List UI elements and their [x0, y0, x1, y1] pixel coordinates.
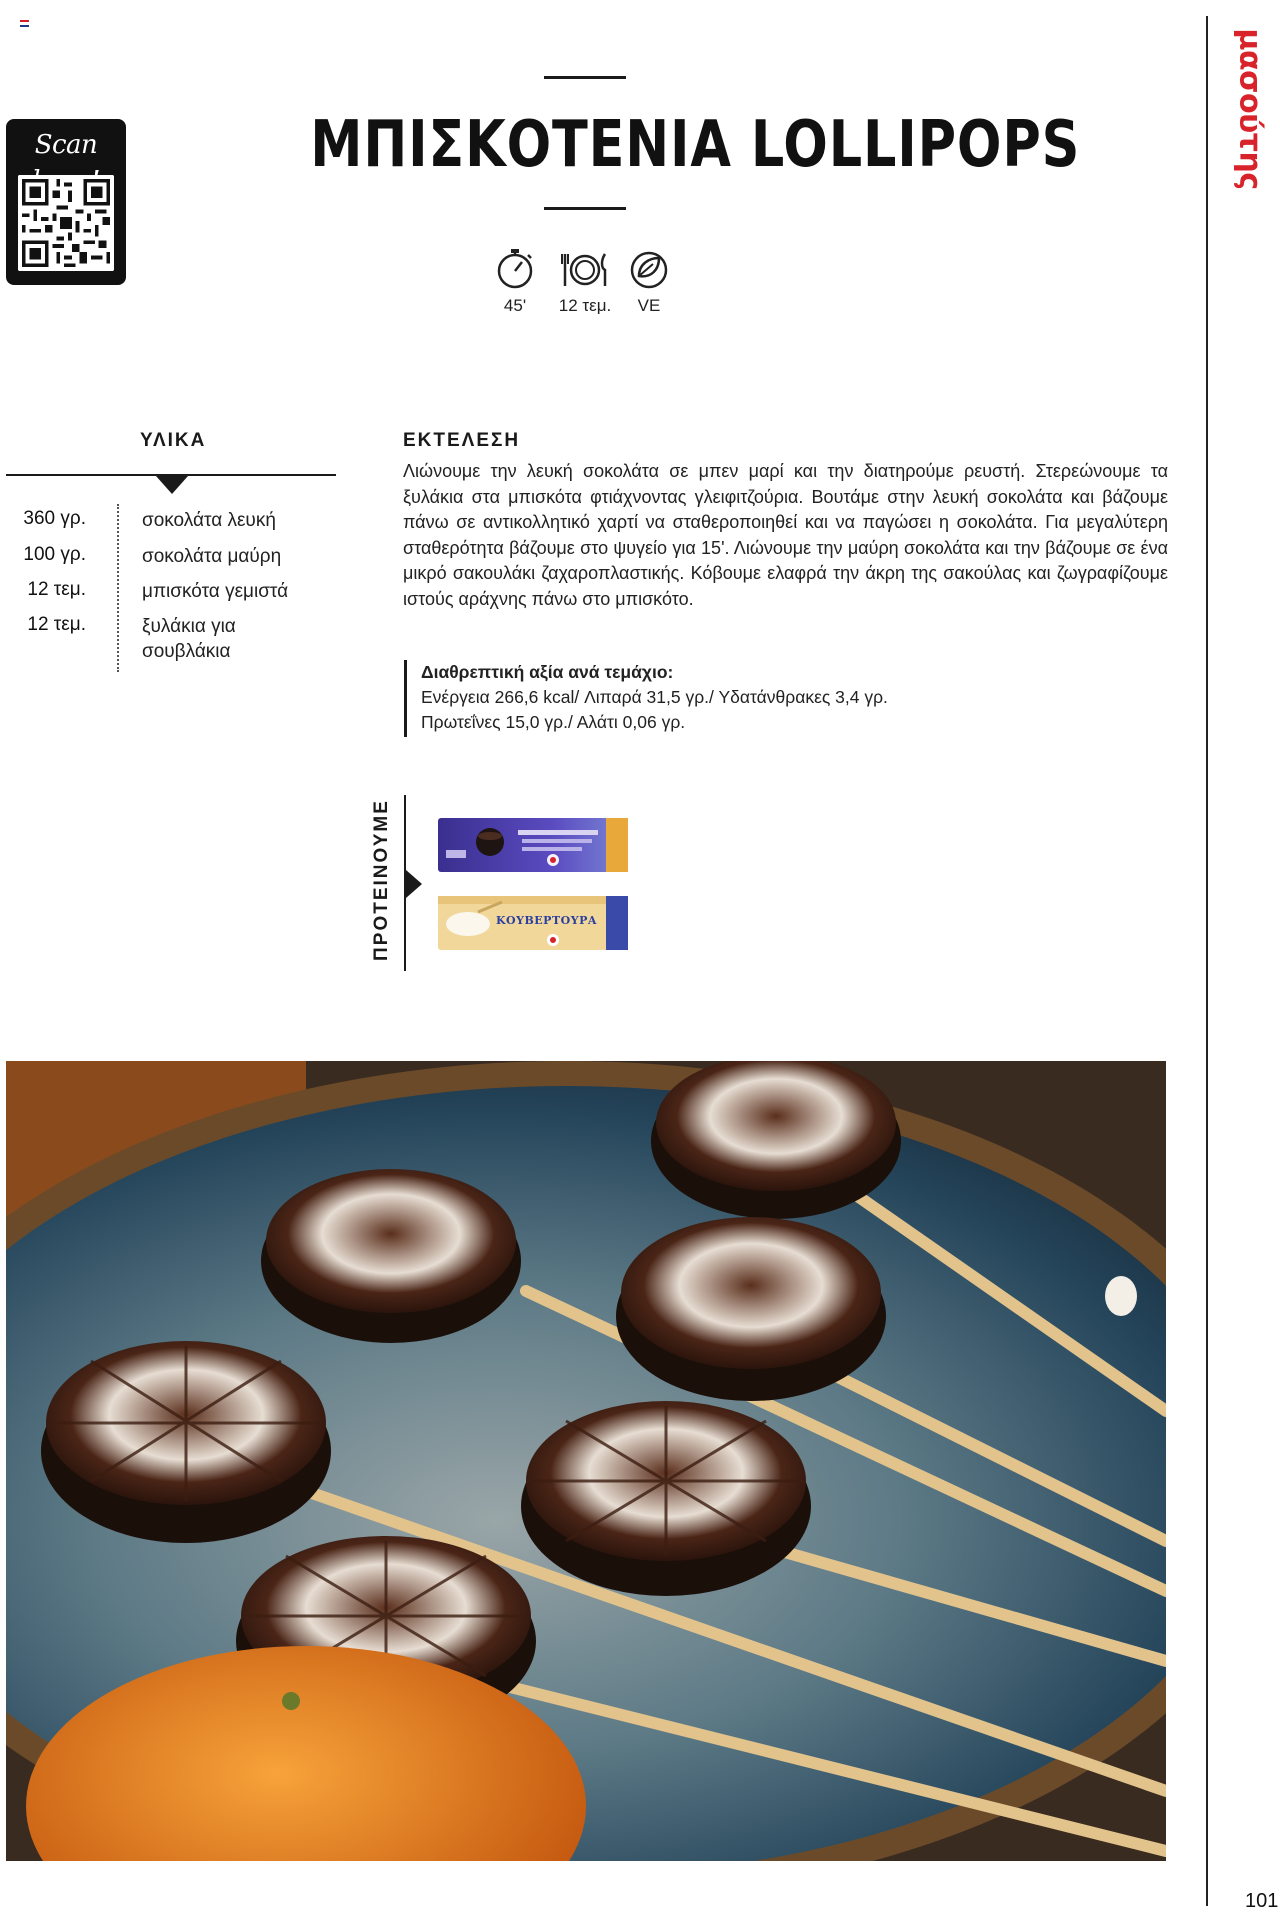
- brand-logo: [1230, 14, 1270, 204]
- execution-heading: ΕΚΤΕΛΕΣΗ: [403, 430, 521, 451]
- title-rule-top: [544, 76, 626, 79]
- side-divider: [1206, 16, 1208, 1906]
- meta-diet: [614, 246, 684, 316]
- nutrition-bar: [404, 660, 407, 737]
- ingredient-qty: 360 γρ.: [23, 508, 86, 529]
- recommend-label-text: ΠΡΟΤΕΙΝΟΥΜΕ: [371, 799, 392, 961]
- execution-text: Λιώνουμε την λευκή σοκολάτα σε μπεν μαρί και την διατηρούμε ρευστή. Στερεώνουμε τα ξυλάκια στα μπισκότα φτιάχνοντας γλειφιτζούρια. Βουτάμε στην λευκή σοκολάτα και βάζουμε πάνω σε αντικολλητικό χαρτί να σταθεροποιηθεί και να παγώσει η σοκολάτα. Για μεγαλύτερη σταθερότητα βάζουμε στο ψυγείο για 15'. Λιώνουμε την μαύρη σοκολάτα και την βάζουμε σε ένα μικρό σακουλάκι ζαχαροπλαστικής. Κόβουμε ελαφρά την άκρη της σακούλας και ζωγραφίζουμε ιστούς αράχνης πάνω στο μπισκότο.: [403, 461, 1168, 609]
- product-white-couverture[interactable]: [438, 892, 628, 954]
- vegetarian-leaf-icon: [627, 246, 671, 290]
- ingredient-name: σοκολάτα λευκή: [142, 510, 276, 531]
- page-title: ΜΠΙΣΚΟΤΕΝΙΑ LOLLIPOPS: [310, 108, 1081, 182]
- brand-name: μασούτης: [1232, 28, 1268, 190]
- chocolate-lollipops-photo: [6, 1061, 1166, 1861]
- meta-diet-label: VE: [637, 296, 661, 315]
- ingredient-qty: 12 τεμ.: [27, 579, 86, 600]
- ingredient-name: σοκολάτα μαύρη: [142, 546, 282, 567]
- product-dark-chocolate-image: [438, 814, 628, 876]
- recipe-photo: [6, 1061, 1166, 1861]
- language-flag-icon: [20, 20, 29, 27]
- page-number: 101: [1245, 1890, 1279, 1912]
- meta-servings-label: 12 τεμ.: [558, 296, 612, 315]
- ingredients-dotted-divider: [117, 504, 119, 672]
- qr-code-box[interactable]: [6, 119, 126, 285]
- recommend-arrow: [406, 870, 422, 898]
- plate-cutlery-icon: [559, 246, 611, 290]
- title-rule-bottom: [544, 207, 626, 210]
- meta-servings: [550, 246, 620, 316]
- ingredient-name: ξυλάκια για σουβλάκια: [142, 616, 236, 662]
- nutrition-block: [421, 660, 1161, 735]
- qr-code-icon: [18, 175, 114, 271]
- meta-time: [480, 246, 550, 316]
- ingredient-qty: 100 γρ.: [23, 544, 86, 565]
- nutrition-line-1: Ενέργεια 266,6 kcal/ Λιπαρά 31,5 γρ./ Υδατάνθρακες 3,4 γρ.: [421, 687, 888, 707]
- qr-label: Scan: [34, 130, 98, 160]
- nutrition-title: Διαθρεπτική αξία ανά τεμάχιο:: [421, 662, 674, 682]
- stopwatch-icon: [495, 246, 535, 290]
- ingredient-name: μπισκότα γεμιστά: [142, 581, 289, 602]
- meta-time-label: 45': [503, 296, 527, 315]
- nutrition-line-2: Πρωτεΐνες 15,0 γρ./ Αλάτι 0,06 γρ.: [421, 712, 686, 732]
- recommend-label: [369, 795, 395, 965]
- ingredient-qty: 12 τεμ.: [27, 614, 86, 635]
- product-dark-chocolate[interactable]: [438, 814, 628, 876]
- product-white-couverture-label: ΚΟΥΒΕΡΤΟΥΡΑ: [496, 914, 597, 927]
- ingredients-arrow: [156, 476, 188, 494]
- ingredients-heading: ΥΛΙΚΑ: [140, 430, 207, 451]
